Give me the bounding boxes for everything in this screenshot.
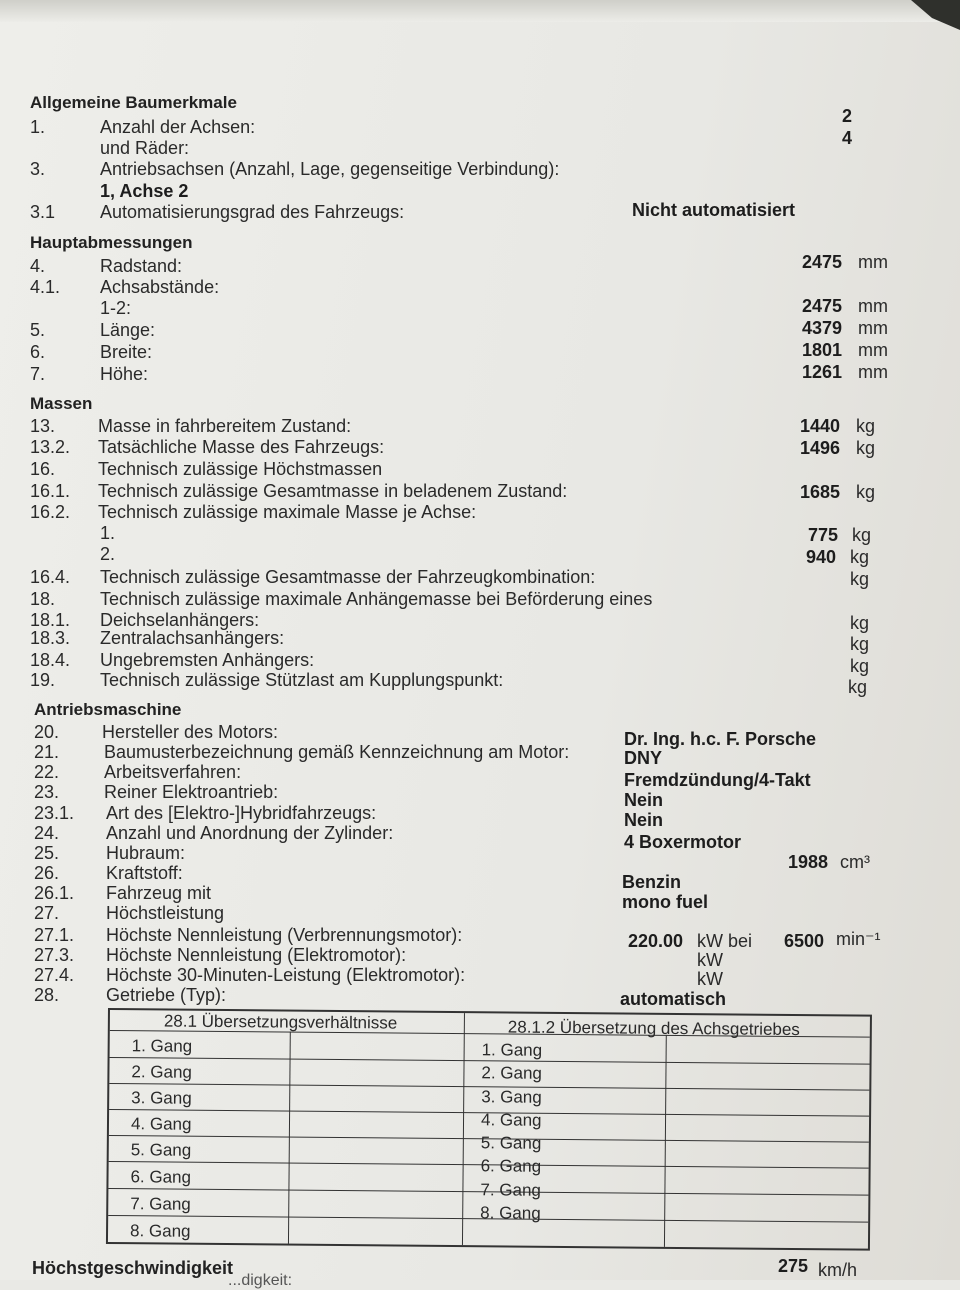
row-label: Baumusterbezeichnung gemäß Kennzeichnung am Motor: [104,742,570,762]
row-label: Fahrzeug mit [106,883,212,903]
row-label: 1. [100,523,116,543]
row-number: 27.4. [34,965,75,985]
row-value: 4379 [802,318,843,338]
row-value: Dr. Ing. h.c. F. Porsche [624,729,817,749]
table-cell-gear: 7. Gang [130,1194,191,1214]
speed-unit: km/h [818,1260,858,1280]
row-label: Ungebremsten Anhängers: [100,650,315,670]
row-label: Getriebe (Typ): [106,985,227,1005]
row-value: automatisch [620,989,727,1009]
row-value: Nein [624,810,664,830]
row-label: Technisch zulässige Gesamtmasse in beladenem Zustand: [98,481,568,501]
row-number: 23. [34,782,60,802]
row-label: Kraftstoff: [106,863,183,883]
table-cell-gear: 3. Gang [131,1088,192,1108]
row-value: 2475 [802,296,843,316]
row-label: Höhe: [100,364,149,384]
table-cell-gear: 5. Gang [480,1133,542,1153]
row-value: DNY [624,748,663,768]
row-number: 4.1. [30,277,61,297]
row-unit: kg [850,613,870,633]
row-number: 19. [30,670,56,690]
row-label: 1-2: [100,298,132,318]
row-label: Zentralachsanhängers: [100,628,285,648]
row-label: und Räder: [100,138,190,158]
table-cell-gear: 3. Gang [481,1087,542,1107]
row-unit: mm [858,318,888,338]
row-number: 22. [34,762,60,782]
row-label-bold: 1, Achse 2 [100,181,189,201]
row-label: Achsabstände: [100,277,220,297]
row-number: 16.2. [30,502,71,522]
row-number: 25. [34,843,60,863]
row-label: 2. [100,544,116,564]
row-number: 24. [34,823,60,843]
row-number: 16. [30,459,56,479]
row-unit: kW [697,950,723,970]
row-value: 1801 [802,340,843,360]
row-number: 21. [34,742,60,762]
row-number: 18. [30,589,56,609]
row-label: Hubraum: [106,843,186,863]
row-number: 7. [30,364,46,384]
row-label: Technisch zulässige Gesamtmasse der Fahrzeugkombination: [100,567,596,587]
row-value: 1988 [788,852,829,872]
row-unit: kg [850,634,870,654]
row-unit: kW [697,969,723,989]
row-number: 3.1 [30,202,56,222]
row-value: mono fuel [622,892,708,912]
row-value: 2475 [802,252,843,272]
row-number: 5. [30,320,46,340]
row-label: Länge: [100,320,156,340]
table-cell-gear: 6. Gang [130,1167,192,1187]
row-value: Benzin [622,872,682,892]
row-number: 23.1. [34,803,75,823]
section-heading-hoechst: Höchstgeschwindigkeit [32,1258,234,1278]
row-label: Deichselanhängers: [100,610,260,630]
row-number: 20. [34,722,60,742]
row-number: 26. [34,863,60,883]
row-value: 1440 [800,416,841,436]
row-label: Anzahl der Achsen: [100,117,256,137]
row-value: Nein [624,790,664,810]
row-unit: mm [858,296,888,316]
row-value: 775 [808,525,839,545]
row-label: Reiner Elektroantrieb: [104,782,279,802]
row-value: 1261 [802,362,843,382]
row-label: Anzahl und Anordnung der Zylinder: [106,823,394,843]
row-value: 220.00 [628,931,684,951]
row-label: Technisch zulässige maximale Masse je Achse: [98,502,477,522]
row-number: 18.1. [30,610,71,630]
gear-table [106,1008,872,1251]
page-top-shadow [0,0,960,22]
section-heading-antrieb: Antriebsmaschine [34,700,182,719]
table-cell-gear: 8. Gang [480,1203,541,1223]
row-unit-secondary: min⁻¹ [836,929,881,949]
row-label: Radstand: [100,256,183,276]
table-cell-gear: 2. Gang [131,1062,193,1082]
row-label: Höchste Nennleistung (Elektromotor): [106,945,407,965]
row-value: Nicht automatisiert [632,200,796,220]
row-value-secondary: 6500 [784,931,825,951]
table-cell-gear: 4. Gang [480,1110,542,1130]
row-unit: kg [856,482,876,502]
table-cell-gear: 7. Gang [480,1180,542,1200]
row-number: 26.1. [34,883,75,903]
row-value: 4 Boxermotor [624,832,742,852]
row-number: 18.4. [30,650,71,670]
row-number: 13.2. [30,437,71,457]
row-unit: kW bei [697,931,753,951]
row-number: 1. [30,117,46,137]
row-number: 4. [30,256,46,276]
table-cell-gear: 1. Gang [481,1040,543,1060]
speed-value: 275 [778,1256,809,1276]
row-unit: mm [858,362,888,382]
row-value: 1685 [800,482,841,502]
cutoff-label-fragment: ...digkeit: [228,1272,293,1289]
section-heading-allgemein: Allgemeine Baumerkmale [30,93,237,112]
row-number: 6. [30,342,46,362]
table-header-left: 28.1 Übersetzungsverhältnisse [163,1011,398,1033]
section-heading-haupt: Hauptabmessungen [30,233,193,252]
row-unit: kg [852,525,872,545]
row-label: Technisch zulässige maximale Anhängemasse bei Beförderung eines [100,589,653,609]
table-header-right: 28.1.2 Übersetzung des Achsgetriebes [507,1017,800,1040]
row-label: Tatsächliche Masse des Fahrzeugs: [98,437,385,457]
row-value: 4 [842,128,853,148]
row-number: 13. [30,416,56,436]
row-unit: kg [856,416,876,436]
row-unit: kg [848,677,868,697]
row-number: 18.3. [30,628,71,648]
row-unit: kg [856,438,876,458]
row-number: 27. [34,903,60,923]
row-unit: kg [850,569,870,589]
row-label: Masse in fahrbereitem Zustand: [98,416,352,436]
table-cell-gear: 4. Gang [130,1114,192,1134]
table-cell-gear: 6. Gang [480,1156,542,1176]
row-label: Höchste 30-Minuten-Leistung (Elektromotor): [106,965,466,985]
row-number: 3. [30,159,46,179]
row-label: Technisch zulässige Stützlast am Kupplungspunkt: [100,670,504,690]
table-cell-gear: 2. Gang [481,1063,543,1083]
row-number: 27.1. [34,925,75,945]
row-value: Fremdzündung/4-Takt [624,770,811,790]
row-label: Hersteller des Motors: [102,722,279,742]
row-number: 28. [34,985,60,1005]
row-label: Höchste Nennleistung (Verbrennungsmotor): [106,925,463,945]
row-unit: kg [850,656,870,676]
row-label: Technisch zulässige Höchstmassen [98,459,383,479]
row-value: 940 [806,547,837,567]
row-label: Höchstleistung [106,903,225,923]
table-cell-gear: 8. Gang [129,1221,191,1241]
row-unit: mm [858,252,888,272]
table-cell-gear: 1. Gang [131,1036,193,1056]
table-cell-gear: 5. Gang [130,1140,192,1160]
row-unit: mm [858,340,888,360]
row-label: Breite: [100,342,153,362]
row-number: 16.4. [30,567,71,587]
row-unit: kg [850,547,870,567]
row-label: Arbeitsverfahren: [104,762,242,782]
row-number: 16.1. [30,481,71,501]
row-label: Antriebsachsen (Anzahl, Lage, gegenseitige Verbindung): [100,159,560,179]
table-divider-main [462,1013,465,1245]
row-label: Art des [Elektro-]Hybridfahrzeugs: [106,803,377,823]
row-label: Automatisierungsgrad des Fahrzeugs: [100,202,405,222]
row-value: 1496 [800,438,841,458]
row-unit: cm³ [840,852,870,872]
row-value: 2 [842,106,853,126]
row-number: 27.3. [34,945,75,965]
section-heading-massen: Massen [30,394,93,413]
